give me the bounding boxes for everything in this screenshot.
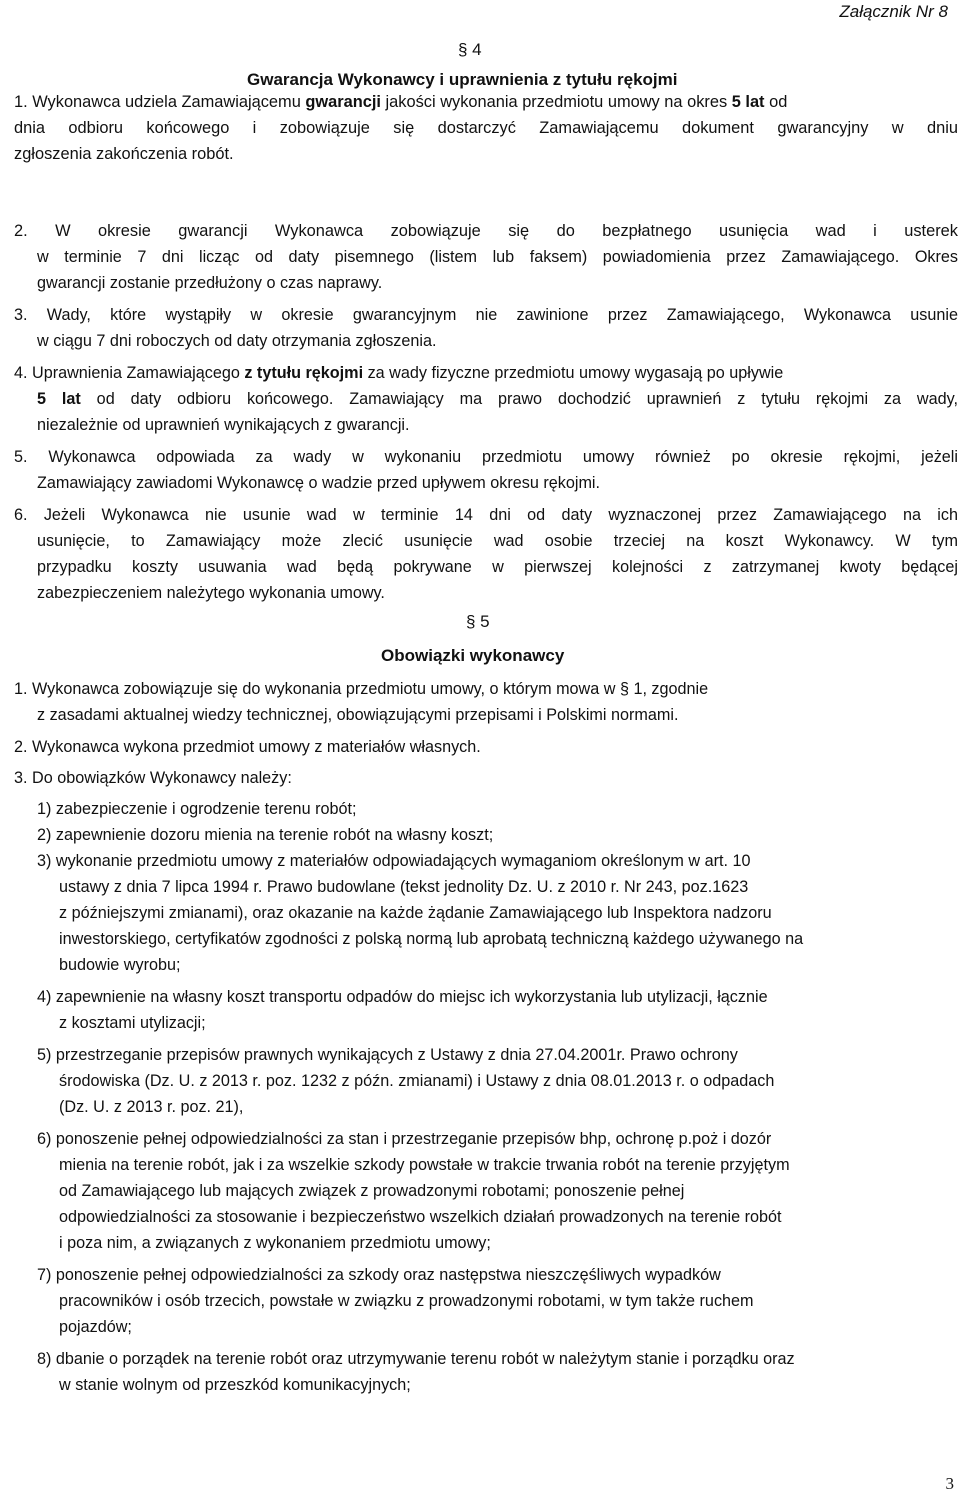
s4-p4-line3: niezależnie od uprawnień wynikających z gwarancji. xyxy=(37,416,410,434)
s5-item7-line1: 7) ponoszenie pełnej odpowiedzialności za szkody oraz następstwa nieszczęśliwych wypadków xyxy=(37,1266,721,1284)
section-5-number: § 5 xyxy=(466,612,490,631)
s5-item6-line2: mienia na terenie robót, jak i za wszelkie szkody powstałe w trakcie trwania robót na terenie przyjętym xyxy=(59,1156,790,1174)
s4-p6-line1: 6. Jeżeli Wykonawca nie usunie wad w terminie 14 dni od daty wyznaczonej przez Zamawiającego na ich xyxy=(14,506,958,524)
s4-p2-line1: 2. W okresie gwarancji Wykonawca zobowiązuje się do bezpłatnego usunięcia wad i usterek xyxy=(14,222,958,240)
s5-item1: 1) zabezpieczenie i ogrodzenie terenu robót; xyxy=(37,800,357,818)
s4-p1-line2: dnia odbioru końcowego i zobowiązuje się dostarczyć Zamawiającemu dokument gwarancyjny w dniu xyxy=(14,119,958,137)
section-4-number: § 4 xyxy=(458,40,482,59)
s5-item6-line1: 6) ponoszenie pełnej odpowiedzialności za stan i przestrzeganie przepisów bhp, ochronę p.poż i dozór xyxy=(37,1130,772,1148)
s4-p4-line2: 5 lat od daty odbioru końcowego. Zamawiający ma prawo dochodzić uprawnień z tytułu rękojmi za wady, xyxy=(37,390,958,408)
s4-p3-line2: w ciągu 7 dni roboczych od daty otrzymania zgłoszenia. xyxy=(37,332,437,350)
s5-item6-line3: od Zamawiającego lub mających związek z prowadzonymi robotami; ponoszenie pełnej xyxy=(59,1182,685,1200)
s4-p1-line3: zgłoszenia zakończenia robót. xyxy=(14,145,234,163)
s5-item3-line5: budowie wyrobu; xyxy=(59,956,181,974)
s5-item8-line2: w stanie wolnym od przeszkód komunikacyjnych; xyxy=(59,1376,411,1394)
s5-item5-line2: środowiska (Dz. U. z 2013 r. poz. 1232 z późn. zmianami) i Ustawy z dnia 08.01.2013 r. o odpadach xyxy=(59,1072,775,1090)
s5-p3-line1: 3. Do obowiązków Wykonawcy należy: xyxy=(14,769,292,787)
s5-item7-line3: pojazdów; xyxy=(59,1318,132,1336)
s4-p2-line2: w terminie 7 dni licząc od daty pisemnego (listem lub faksem) powiadomienia przez Zamawiającego. Okres xyxy=(37,248,958,266)
s4-p2-line3: gwarancji zostanie przedłużony o czas naprawy. xyxy=(37,274,383,292)
s5-item6-line4: odpowiedzialności za stosowanie i bezpieczeństwo wszelkich działań prowadzonych na terenie robót xyxy=(59,1208,782,1226)
s5-item5-line3: (Dz. U. z 2013 r. poz. 21), xyxy=(59,1098,244,1116)
section-4-title: Gwarancja Wykonawcy i uprawnienia z tytułu rękojmi xyxy=(247,70,678,89)
s4-p4-line1: 4. Uprawnienia Zamawiającego z tytułu rękojmi za wady fizyczne przedmiotu umowy wygasają po upływie xyxy=(14,364,784,382)
s5-item4-line1: 4) zapewnienie na własny koszt transportu odpadów do miejsc ich wykorzystania lub utylizacji, łącznie xyxy=(37,988,768,1006)
s4-p6-line4: zabezpieczeniem należytego wykonania umowy. xyxy=(37,584,385,602)
s4-p3-line1: 3. Wady, które wystąpiły w okresie gwarancyjnym nie zawinione przez Zamawiającego, Wykonawca usunie xyxy=(14,306,958,324)
s5-item3-line1: 3) wykonanie przedmiotu umowy z materiałów odpowiadających wymaganiom określonym w art. 10 xyxy=(37,852,751,870)
s4-p5-line2: Zamawiający zawiadomi Wykonawcę o wadzie przed upływem okresu rękojmi. xyxy=(37,474,601,492)
page-number: 3 xyxy=(945,1474,954,1493)
s5-item2: 2) zapewnienie dozoru mienia na terenie robót na własny koszt; xyxy=(37,826,494,844)
s4-p6-line2: usunięcie, to Zamawiający może zlecić usunięcie wad osobie trzeciej na koszt Wykonawcy. W tym xyxy=(37,532,958,550)
s4-p1-line1: 1. Wykonawca udziela Zamawiającemu gwarancji jakości wykonania przedmiotu umowy na okres 5 lat od xyxy=(14,93,788,111)
s5-p2-line1: 2. Wykonawca wykona przedmiot umowy z materiałów własnych. xyxy=(14,738,481,756)
s5-item3-line2: ustawy z dnia 7 lipca 1994 r. Prawo budowlane (tekst jednolity Dz. U. z 2010 r. Nr 243, poz.1623 xyxy=(59,878,749,896)
s5-item5-line1: 5) przestrzeganie przepisów prawnych wynikających z Ustawy z dnia 27.04.2001r. Prawo ochrony xyxy=(37,1046,738,1064)
section-5-title: Obowiązki wykonawcy xyxy=(381,646,565,665)
s5-item6-line5: i poza nim, a związanych z wykonaniem przedmiotu umowy; xyxy=(59,1234,491,1252)
s4-p5-line1: 5. Wykonawca odpowiada za wady w wykonaniu przedmiotu umowy również po okresie rękojmi, jeżeli xyxy=(14,448,958,466)
s5-p1-line2: z zasadami aktualnej wiedzy technicznej, obowiązującymi przepisami i Polskimi normami. xyxy=(37,706,679,724)
s5-item8-line1: 8) dbanie o porządek na terenie robót oraz utrzymywanie terenu robót w należytym stanie i porządku oraz xyxy=(37,1350,795,1368)
s5-item4-line2: z kosztami utylizacji; xyxy=(59,1014,206,1032)
s5-item3-line4: inwestorskiego, certyfikatów zgodności z polską normą lub aprobatą techniczną każdego używanego na xyxy=(59,930,804,948)
s5-item3-line3: z późniejszymi zmianami), oraz okazanie na każde żądanie Zamawiającego lub Inspektora nadzoru xyxy=(59,904,772,922)
annex-label: Załącznik Nr 8 xyxy=(839,2,948,21)
s4-p6-line3: przypadku koszty usuwania wad będą pokrywane w pierwszej kolejności z zatrzymanej kwoty będącej xyxy=(37,558,958,576)
s5-item7-line2: pracowników i osób trzecich, powstałe w związku z prowadzonymi robotami, w tym także ruchem xyxy=(59,1292,754,1310)
s5-p1-line1: 1. Wykonawca zobowiązuje się do wykonania przedmiotu umowy, o którym mowa w § 1, zgodnie xyxy=(14,680,709,698)
